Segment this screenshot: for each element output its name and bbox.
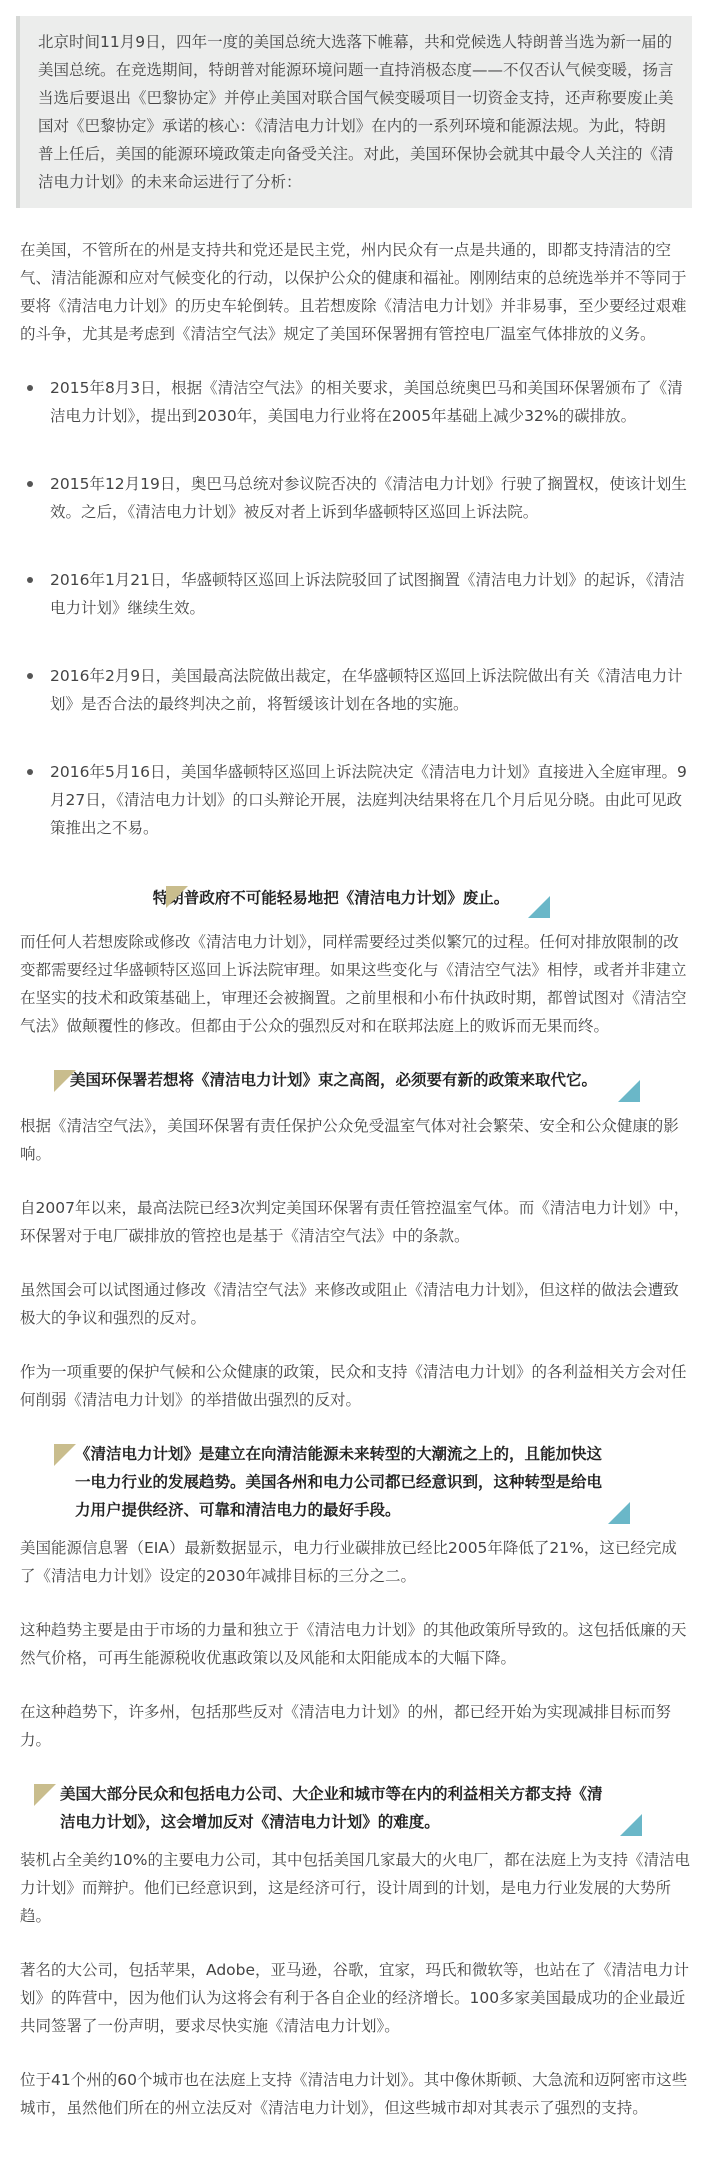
heading-text: 美国大部分民众和包括电力公司、大企业和城市等在内的利益相关方都支持《清洁电力计划》，这会增加反对《清洁电力计划》的难度。 — [60, 1785, 603, 1831]
list-item-text: 2016年2月9日，美国最高法院做出裁定，在华盛顿特区巡回上诉法院做出有关《清洁电力计划》是否合法的最终判决之前，将暂缓该计划在各地的实施。 — [50, 667, 683, 713]
paragraph-6: 作为一项重要的保护气候和公众健康的政策，民众和支持《清洁电力计划》的各利益相关方会对任何削弱《清洁电力计划》的举措做出强烈的反对。 — [20, 1363, 687, 1409]
intro-text: 北京时间11月9日，四年一度的美国总统大选落下帷幕，共和党候选人特朗普当选为新一届的美国总统。在竞选期间，特朗普对能源环境问题一直持消极态度——不仅否认气候变暖，扬言当选后要退出《巴黎协定》并停止美国对联合国气候变暖项目一切资金支持，还声称要废止美国对《巴黎协定》承诺的核心：《清洁电力计划》在内的一系列环境和能源法规。为此，特朗普上任后，美国的能源环境政策走向备受关注。对此，美国环保协会就其中最令人关注的《清洁电力计划》的未来命运进行了分析： — [38, 33, 674, 191]
list-item — [20, 758, 692, 842]
paragraph-11: 著名的大公司，包括苹果，Adobe，亚马逊，谷歌，宜家，玛氏和微软等，也站在了《清洁电力计划》的阵营中，因为他们认为这将会有利于各自企业的经济增长。100多家美国最成功的企业最近共同签署了一份声明，要求尽快实施《清洁电力计划》。 — [20, 1961, 690, 2035]
paragraph-4: 自2007年以来，最高法院已经3次判定美国环保署有责任管控温室气体。而《清洁电力计划》中，环保署对于电厂碳排放的管控也是基于《清洁空气法》中的条款。 — [20, 1199, 690, 1245]
list-item-text: 2016年1月21日，华盛顿特区巡回上诉法院驳回了试图搁置《清洁电力计划》的起诉，《清洁电力计划》继续生效。 — [50, 571, 685, 617]
paragraph-9: 在这种趋势下，许多州，包括那些反对《清洁电力计划》的州，都已经开始为实现减排目标而努力。 — [20, 1703, 672, 1749]
bullet-dot — [27, 673, 33, 679]
paragraph-8: 这种趋势主要是由于市场的力量和独立于《清洁电力计划》的其他政策所导致的。这包括低廉的天然气价格，可再生能源税收优惠政策以及风能和太阳能成本的大幅下降。 — [20, 1621, 687, 1667]
list-item-text: 2016年5月16日，美国华盛顿特区巡回上诉法院决定《清洁电力计划》直接进入全庭审理。9月27日，《清洁电力计划》的口头辩论开展，法庭判决结果将在几个月后见分晓。由此可见政策推出之不易。 — [50, 763, 687, 837]
list-item — [20, 374, 692, 430]
heading-text: 特朗普政府不可能轻易地把《清洁电力计划》废止。 — [152, 889, 510, 907]
section-heading-2 — [20, 1066, 692, 1102]
heading-corner-right-icon — [620, 1814, 642, 1836]
heading-text: 《清洁电力计划》是建立在向清洁能源未来转型的大潮流之上的，且能加快这一电力行业的发展趋势。美国各州和电力公司都已经意识到，这种转型是给电力用户提供经济、可靠和清洁电力的最好手段。 — [75, 1445, 603, 1519]
bullet-dot — [27, 481, 33, 487]
list-item — [20, 662, 692, 718]
list-item-text: 2015年12月19日，奥巴马总统对参议院否决的《清洁电力计划》行驶了搁置权，使该计划生效。之后，《清洁电力计划》被反对者上诉到华盛顿特区巡回上诉法院。 — [50, 475, 687, 521]
list-item-text: 2015年8月3日，根据《清洁空气法》的相关要求，美国总统奥巴马和美国环保署颁布了《清洁电力计划》，提出到2030年，美国电力行业将在2005年基础上减少32%的碳排放。 — [50, 379, 683, 425]
section-heading-3 — [20, 1440, 692, 1524]
paragraph-12: 位于41个州的60个城市也在法庭上支持《清洁电力计划》。其中像休斯顿、大急流和迈阿密市这些城市，虽然他们所在的州立法反对《清洁电力计划》，但这些城市却对其表示了强烈的支持。 — [20, 2071, 688, 2117]
heading-corner-left-icon — [34, 1784, 56, 1806]
paragraph-10: 装机占全美约10%的主要电力公司，其中包括美国几家最大的火电厂，都在法庭上为支持《清洁电力计划》而辩护。他们已经意识到，这是经济可行，设计周到的计划，是电力行业发展的大势所趋。 — [20, 1851, 690, 1925]
heading-corner-left-icon — [54, 1070, 76, 1092]
intro-blockquote — [16, 16, 692, 208]
paragraph-2: 而任何人若想废除或修改《清洁电力计划》，同样需要经过类似繁冗的过程。任何对排放限制的改变都需要经过华盛顿特区巡回上诉法院审理。如果这些变化与《清洁空气法》相悖，或者并非建立在坚实的技术和政策基础上，审理还会被搁置。之前里根和小布什执政时期，都曾试图对《清洁空气法》做颠覆性的修改。但都由于公众的强烈反对和在联邦法庭上的败诉而无果而终。 — [20, 933, 687, 1035]
list-item — [20, 566, 692, 622]
timeline-list — [20, 374, 692, 842]
article — [0, 16, 702, 2158]
paragraph-1: 在美国，不管所在的州是支持共和党还是民主党，州内民众有一点是共通的，即都支持清洁的空气、清洁能源和应对气候变化的行动，以保护公众的健康和福祉。刚刚结束的总统选举并不等同于要将《清洁电力计划》的历史车轮倒转。且若想废除《清洁电力计划》并非易事，至少要经过艰难的斗争，尤其是考虑到《清洁空气法》规定了美国环保署拥有管控电厂温室气体排放的义务。 — [20, 241, 687, 343]
paragraph-5: 虽然国会可以试图通过修改《清洁空气法》来修改或阻止《清洁电力计划》，但这样的做法会遭致极大的争议和强烈的反对。 — [20, 1281, 679, 1327]
list-item — [20, 470, 692, 526]
heading-corner-right-icon — [528, 896, 550, 918]
bullet-dot — [27, 385, 33, 391]
paragraph-7: 美国能源信息署（EIA）最新数据显示，电力行业碳排放已经比2005年降低了21%，这已经完成了《清洁电力计划》设定的2030年减排目标的三分之二。 — [20, 1539, 677, 1585]
heading-corner-left-icon — [166, 886, 188, 908]
bullet-dot — [27, 577, 33, 583]
paragraph-3: 根据《清洁空气法》，美国环保署有责任保护公众免受温室气体对社会繁荣、安全和公众健康的影响。 — [20, 1117, 679, 1163]
bullet-dot — [27, 769, 33, 775]
section-heading-1 — [20, 882, 692, 918]
heading-corner-right-icon — [608, 1502, 630, 1524]
section-heading-4 — [20, 1780, 692, 1836]
heading-corner-right-icon — [618, 1080, 640, 1102]
heading-corner-left-icon — [54, 1444, 76, 1466]
heading-text: 美国环保署若想将《清洁电力计划》束之高阁，必须要有新的政策来取代它。 — [70, 1071, 598, 1089]
